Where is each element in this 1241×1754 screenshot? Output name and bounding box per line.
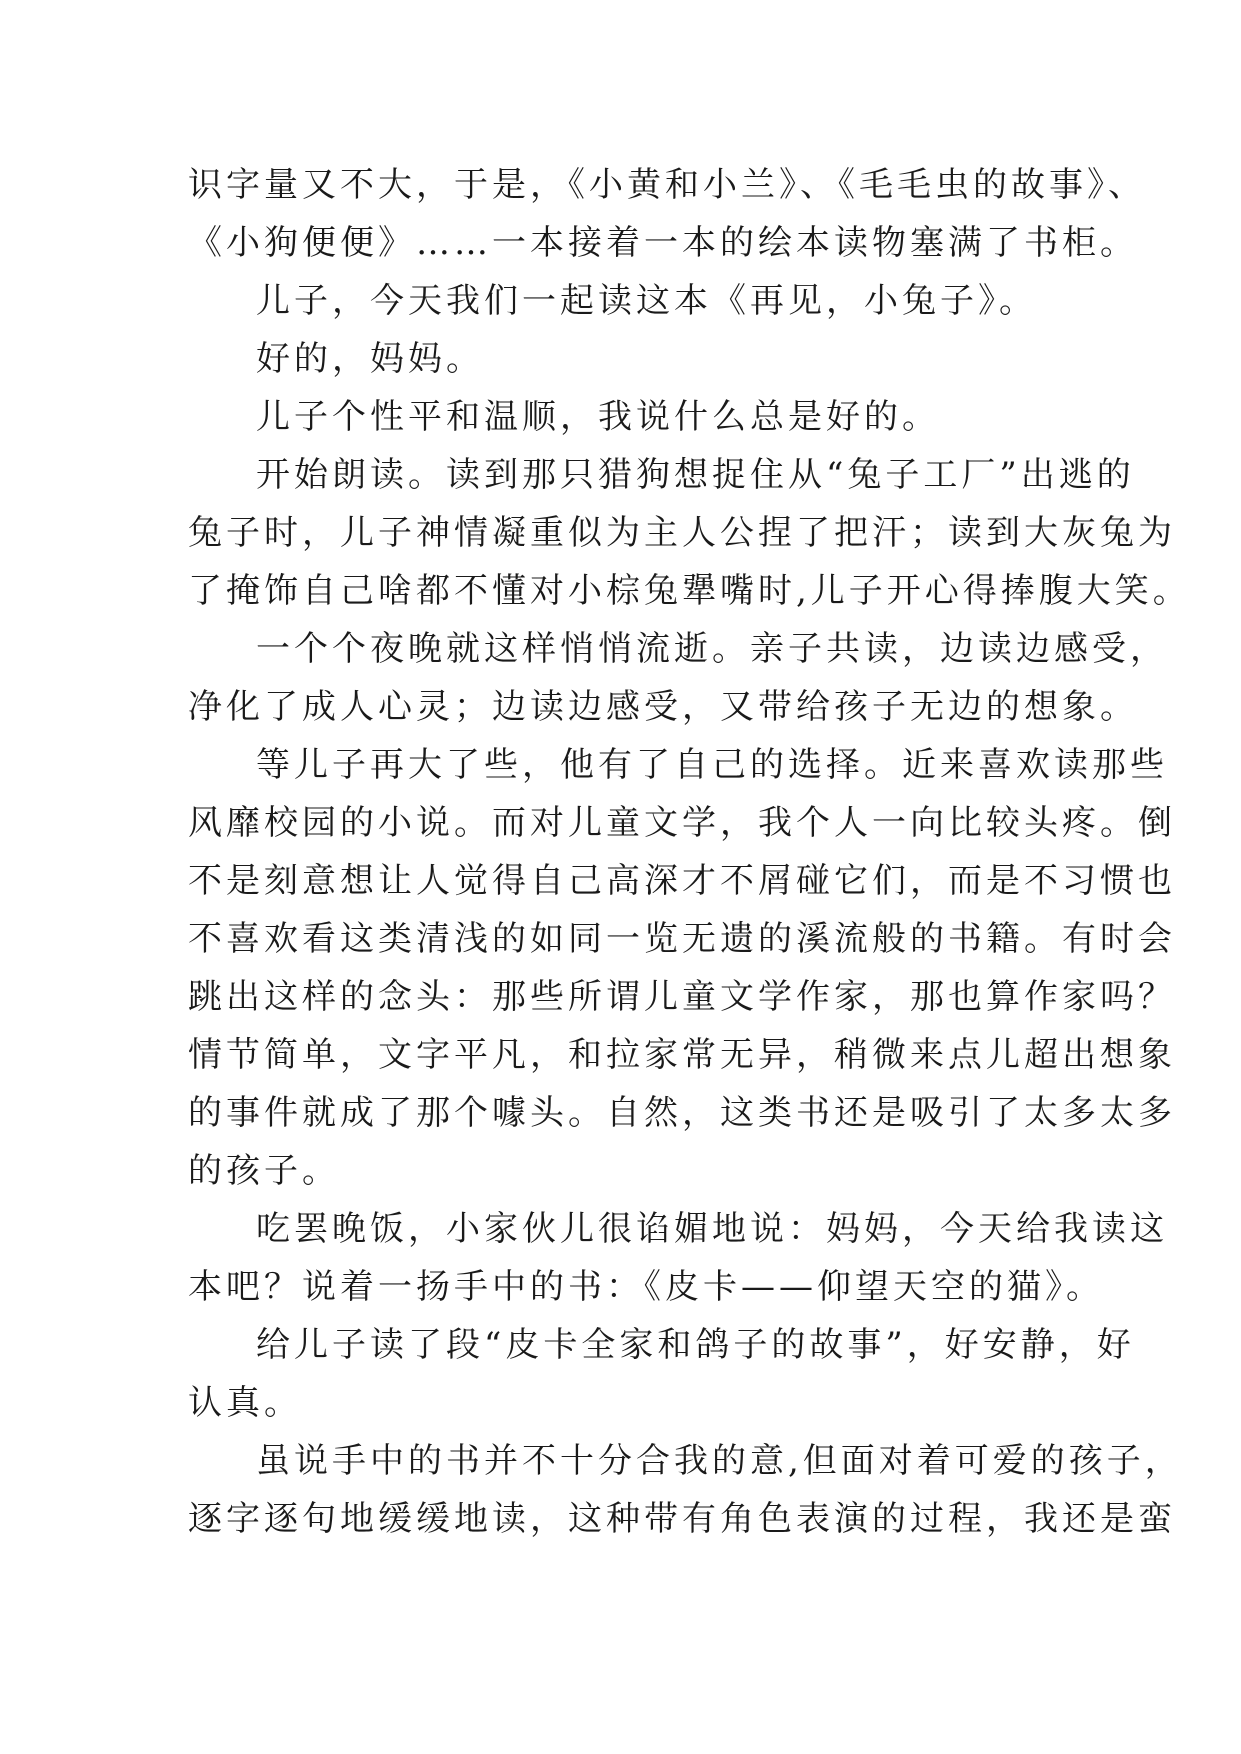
text-line: 吃罢晚饭，小家伙儿很谄媚地说：妈妈，今天给我读这 [256, 1209, 1168, 1249]
text-line: 识字量又不大，于是，《小黄和小兰》、《毛毛虫的故事》、 [188, 165, 1146, 205]
text-line: 认真。 [188, 1383, 302, 1423]
text-line: 本吧？说着一扬手中的书：《皮卡——仰望天空的猫》。 [188, 1267, 1104, 1307]
text-line: 情节简单，文字平凡，和拉家常无异，稍微来点儿超出想象 [188, 1035, 1176, 1075]
text-line: 了掩饰自己啥都不懂对小棕兔犟嘴时,儿子开心得捧腹大笑。 [188, 571, 1191, 611]
text-line: 净化了成人心灵；边读边感受，又带给孩子无边的想象。 [188, 687, 1138, 727]
document-body [188, 156, 1191, 1548]
text-line: 不喜欢看这类清浅的如同一览无遗的溪流般的书籍。有时会 [188, 919, 1176, 959]
text-line: 儿子个性平和温顺，我说什么总是好的。 [256, 397, 940, 437]
text-line: 不是刻意想让人觉得自己高深才不屑碰它们，而是不习惯也 [188, 861, 1176, 901]
text-line: 给儿子读了段“皮卡全家和鸽子的故事”，好安静，好 [256, 1325, 1135, 1365]
text-line: 逐字逐句地缓缓地读，这种带有角色表演的过程，我还是蛮 [188, 1499, 1176, 1539]
text-line: 开始朗读。读到那只猎狗想捉住从“兔子工厂”出逃的 [256, 455, 1135, 495]
text-line: 风靡校园的小说。而对儿童文学，我个人一向比较头疼。倒 [188, 803, 1176, 843]
text-line: 虽说手中的书并不十分合我的意,但面对着可爱的孩子， [256, 1441, 1183, 1481]
text-line: 等儿子再大了些，他有了自己的选择。近来喜欢读那些 [256, 745, 1168, 785]
text-line: 兔子时，儿子神情凝重似为主人公捏了把汗；读到大灰兔为 [188, 513, 1176, 553]
text-line: 儿子，今天我们一起读这本《再见，小兔子》。 [256, 281, 1037, 321]
text-line: 好的，妈妈。 [256, 339, 484, 379]
text-line: 跳出这样的念头：那些所谓儿童文学作家，那也算作家吗？ [188, 977, 1176, 1017]
text-line: 的事件就成了那个噱头。自然，这类书还是吸引了太多太多 [188, 1093, 1176, 1133]
text-line: 一个个夜晚就这样悄悄流逝。亲子共读，边读边感受， [256, 629, 1168, 669]
text-line: 的孩子。 [188, 1151, 340, 1191]
text-line: 《小狗便便》……一本接着一本的绘本读物塞满了书柜。 [188, 223, 1138, 263]
